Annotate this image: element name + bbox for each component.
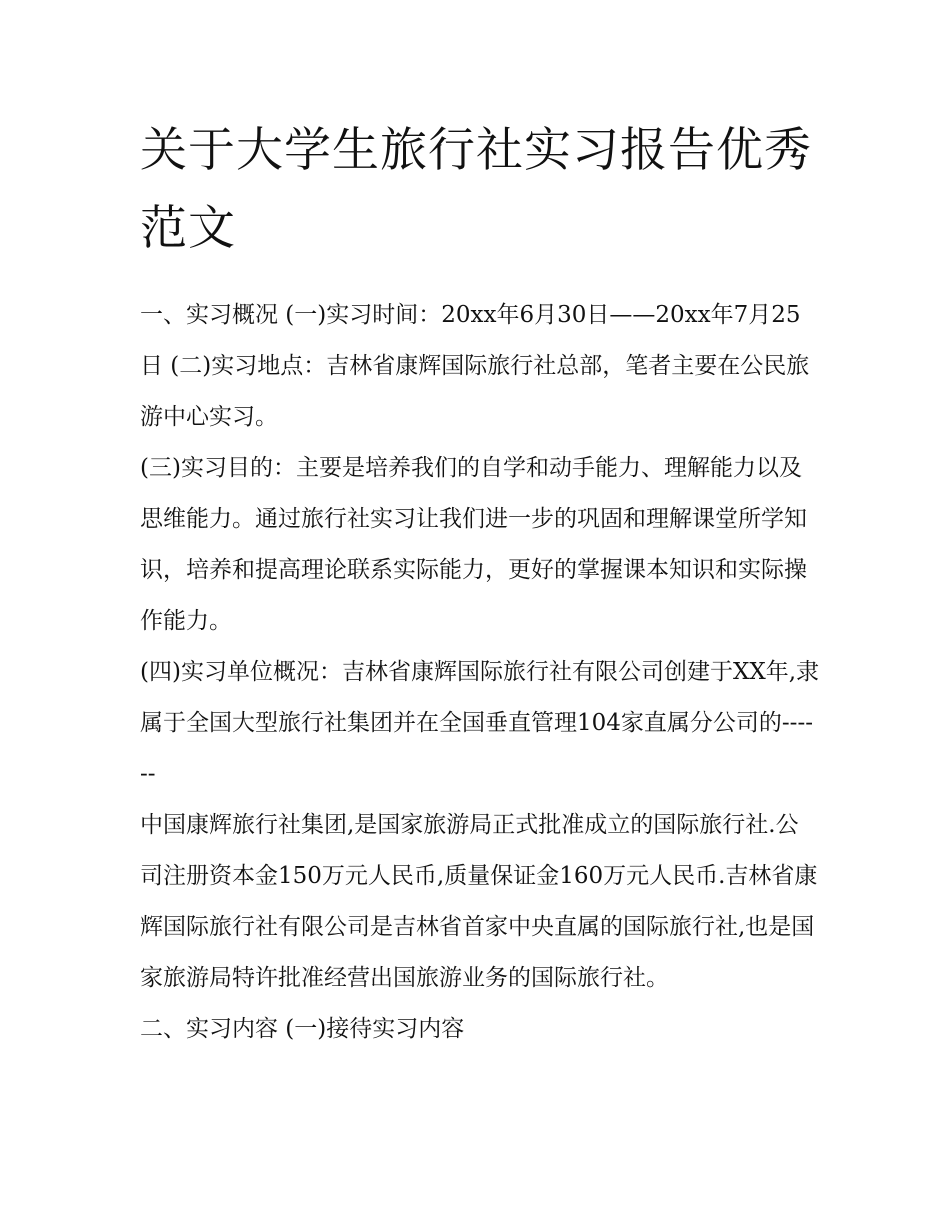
paragraph-overview: 一、实习概况 (一)实习时间：20xx年6月30日——20xx年7月25日 (二)实习地点：吉林省康辉国际旅行社总部，笔者主要在公民旅游中心实习。 [140,302,810,430]
paragraph-internship-content: 二、实习内容 (一)接待实习内容 [140,1016,465,1042]
paragraph-company-overview: (四)实习单位概况：吉林省康辉国际旅行社有限公司创建于XX年,隶属于全国大型旅行社集团并在全国垂直管理104家直属分公司的------ [140,659,820,787]
paragraph-company-details: 中国康辉旅行社集团,是国家旅游局正式批准成立的国际旅行社.公司注册资本金150万元人民币,质量保证金160万元人民币.吉林省康辉国际旅行社有限公司是吉林省首家中央直属的国际旅行社,也是国家旅游局特许批准经营出国旅游业务的国际旅行社。 [140,812,818,991]
document-page [140,112,820,1055]
paragraph-purpose: (三)实习目的：主要是培养我们的自学和动手能力、理解能力以及思维能力。通过旅行社实习让我们进一步的巩固和理解课堂所学知识，培养和提高理论联系实际能力，更好的掌握课本知识和实际操作能力。 [140,455,807,634]
document-title: 关于大学生旅行社实习报告优秀范文 [140,123,812,256]
